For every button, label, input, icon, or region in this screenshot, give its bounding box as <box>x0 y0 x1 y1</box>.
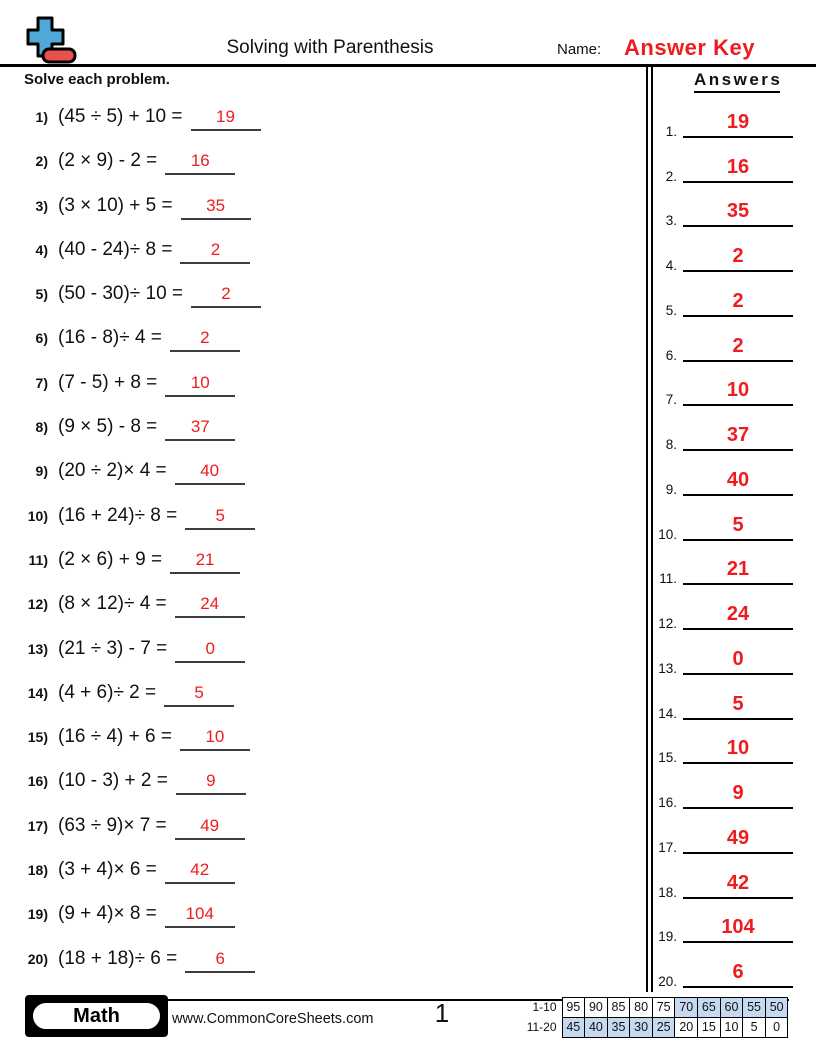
problem-expression: (40 - 24)÷ 8 = <box>58 238 173 260</box>
problem-expression: (3 × 10) + 5 = <box>58 194 173 216</box>
problem-expression: (9 × 5) - 8 = <box>58 416 158 438</box>
problem-row <box>25 583 620 627</box>
plus-minus-logo-icon <box>26 16 78 66</box>
score-cell: 65 <box>698 998 721 1018</box>
answer-value: 2 <box>683 245 793 272</box>
answer-row <box>655 368 810 413</box>
problem-number: 19) <box>27 906 48 923</box>
website-text: www.CommonCoreSheets.com <box>172 1011 374 1027</box>
problem-row <box>25 273 620 317</box>
problem-row <box>25 938 620 982</box>
answer-number: 20. <box>658 974 677 989</box>
score-range-label: 11-20 <box>526 1020 557 1035</box>
problem-number: 16) <box>27 773 48 790</box>
answer-value: 2 <box>683 335 793 362</box>
problem-number: 4) <box>35 241 48 258</box>
answer-number: 8. <box>665 437 677 452</box>
answer-row <box>655 636 810 681</box>
answer-row <box>655 278 810 323</box>
score-cell: 80 <box>630 998 653 1018</box>
answer-value: 10 <box>683 379 793 406</box>
problem-expression: (21 ÷ 3) - 7 = <box>58 637 168 659</box>
problem-row <box>25 628 620 672</box>
page-number: 1 <box>434 998 450 1028</box>
problem-answer: 9 <box>176 771 246 795</box>
score-cell: 30 <box>630 1017 653 1037</box>
score-cell: 90 <box>585 998 608 1018</box>
score-cell: 15 <box>698 1017 721 1037</box>
answer-row <box>655 681 810 726</box>
problem-row <box>25 805 620 849</box>
answer-value: 49 <box>683 827 793 854</box>
answer-value: 16 <box>683 156 793 183</box>
answer-number: 6. <box>665 347 677 363</box>
answer-number: 13. <box>658 660 677 676</box>
answer-row <box>655 770 810 815</box>
answer-value: 19 <box>683 111 793 138</box>
problem-expression: (7 - 5) + 8 = <box>58 371 158 393</box>
score-cell: 95 <box>562 998 585 1018</box>
answers-panel <box>655 70 810 994</box>
problem-answer: 21 <box>170 550 240 574</box>
answer-number: 7. <box>665 392 677 408</box>
answer-number: 15. <box>658 750 677 766</box>
problem-answer: 35 <box>181 196 251 220</box>
answer-row <box>655 815 810 860</box>
name-label: Name: <box>557 41 602 58</box>
problem-answer: 19 <box>191 107 261 131</box>
problem-number: 18) <box>27 862 48 879</box>
problem-number: 13) <box>27 640 48 657</box>
problem-answer: 104 <box>165 904 235 928</box>
problem-number: 10) <box>27 507 48 524</box>
problem-answer: 40 <box>175 461 245 485</box>
instructions-text: Solve each problem. <box>24 71 170 88</box>
problem-answer: 0 <box>175 639 245 663</box>
answer-value: 104 <box>683 916 793 943</box>
answer-row <box>655 949 810 994</box>
problem-answer: 5 <box>185 506 255 530</box>
problem-number: 14) <box>27 684 48 701</box>
answer-value: 10 <box>683 737 793 764</box>
answer-number: 10. <box>658 526 677 542</box>
answer-row <box>655 233 810 278</box>
answer-row <box>655 412 810 457</box>
problem-row <box>25 672 620 716</box>
problem-row <box>25 406 620 450</box>
answer-row <box>655 726 810 771</box>
problem-number: 11) <box>28 551 48 568</box>
answer-number: 2. <box>665 168 677 184</box>
subject-pill <box>30 1000 163 1032</box>
answer-row <box>655 547 810 592</box>
problem-row <box>25 495 620 539</box>
score-cell: 25 <box>652 1017 675 1037</box>
problem-number: 2) <box>35 153 48 170</box>
score-cell: 20 <box>675 1017 698 1037</box>
problem-answer: 10 <box>165 373 235 397</box>
problem-answer: 5 <box>164 683 234 707</box>
problem-expression: (20 ÷ 2)× 4 = <box>58 460 167 482</box>
answer-value: 6 <box>683 961 793 988</box>
problem-row <box>25 140 620 184</box>
answer-number: 17. <box>658 839 677 855</box>
problem-answer: 2 <box>180 240 250 264</box>
answer-value: 40 <box>683 469 793 496</box>
problem-number: 9) <box>35 463 48 480</box>
answer-value: 37 <box>683 424 793 451</box>
answer-row <box>655 144 810 189</box>
problem-number: 1) <box>35 109 48 125</box>
problem-row <box>25 716 620 760</box>
answer-row <box>655 189 810 234</box>
answer-number: 16. <box>658 795 677 810</box>
problem-expression: (16 + 24)÷ 8 = <box>58 504 178 526</box>
problem-number: 3) <box>35 197 48 214</box>
problem-expression: (63 ÷ 9)× 7 = <box>58 814 167 836</box>
answer-number: 18. <box>658 884 677 900</box>
score-cell: 5 <box>743 1017 766 1037</box>
problem-expression: (8 × 12)÷ 4 = <box>58 593 167 615</box>
problem-expression: (50 - 30)÷ 10 = <box>58 283 184 305</box>
answer-value: 0 <box>683 648 793 675</box>
answer-value: 42 <box>683 872 793 899</box>
answer-number: 1. <box>665 123 677 139</box>
problem-answer: 49 <box>175 816 245 840</box>
problem-expression: (45 ÷ 5) + 10 = <box>58 106 183 127</box>
answer-value: 24 <box>683 603 793 630</box>
problem-answer: 16 <box>165 151 235 175</box>
problem-expression: (2 × 6) + 9 = <box>58 548 163 570</box>
score-cell: 50 <box>765 998 788 1018</box>
problem-number: 15) <box>27 729 48 746</box>
score-cell: 60 <box>720 998 743 1018</box>
score-range-label: 1-10 <box>532 1000 557 1015</box>
problem-expression: (16 ÷ 4) + 6 = <box>58 726 172 748</box>
problem-expression: (3 + 4)× 6 = <box>58 859 157 881</box>
problem-expression: (9 + 4)× 8 = <box>58 903 157 925</box>
answer-number: 4. <box>665 258 677 273</box>
score-cell: 0 <box>765 1017 788 1037</box>
answer-value: 9 <box>683 782 793 809</box>
score-cell: 75 <box>652 998 675 1018</box>
score-row <box>505 998 788 1018</box>
answer-row <box>655 860 810 905</box>
answers-separator-line <box>646 67 653 992</box>
problem-number: 6) <box>35 330 48 347</box>
answer-value: 35 <box>683 200 793 227</box>
problem-answer: 6 <box>185 949 255 973</box>
problem-expression: (18 + 18)÷ 6 = <box>58 947 178 969</box>
answer-row <box>655 591 810 636</box>
problem-answer: 2 <box>191 284 261 308</box>
answer-number: 9. <box>665 481 677 497</box>
answer-number: 5. <box>665 302 677 318</box>
answer-value: 5 <box>683 693 793 720</box>
answer-row <box>655 502 810 547</box>
answer-key-text: Answer Key <box>624 35 755 60</box>
subject-badge <box>25 995 168 1037</box>
answer-row <box>655 905 810 950</box>
minus-icon <box>43 49 75 62</box>
problem-row <box>25 760 620 804</box>
score-cell: 85 <box>607 998 630 1018</box>
answer-value: 21 <box>683 558 793 585</box>
problem-expression: (10 - 3) + 2 = <box>58 770 168 792</box>
answers-title: Answers <box>694 70 780 93</box>
score-row <box>505 1017 788 1037</box>
score-cell: 45 <box>562 1017 585 1037</box>
answer-number: 12. <box>658 616 677 631</box>
problem-number: 20) <box>27 950 48 967</box>
score-cell: 35 <box>607 1017 630 1037</box>
answer-number: 3. <box>665 213 677 229</box>
problem-row <box>25 317 620 361</box>
answer-row <box>655 323 810 368</box>
problem-row <box>25 229 620 273</box>
score-table-body <box>505 998 788 1038</box>
problem-answer: 37 <box>165 417 235 441</box>
problem-answer: 2 <box>170 328 240 352</box>
problem-expression: (16 - 8)÷ 4 = <box>58 327 162 349</box>
score-cell: 40 <box>585 1017 608 1037</box>
score-table <box>505 997 788 1038</box>
problem-number: 8) <box>35 419 48 436</box>
answer-number: 14. <box>658 705 677 721</box>
problem-answer: 42 <box>165 860 235 884</box>
worksheet-title: Solving with Parenthesis <box>226 37 434 58</box>
problem-number: 7) <box>35 374 48 391</box>
problem-row <box>25 362 620 406</box>
answer-row <box>655 99 810 144</box>
problem-row <box>25 96 620 140</box>
answer-value: 2 <box>683 290 793 317</box>
header <box>0 0 816 67</box>
problem-expression: (4 + 6)÷ 2 = <box>58 681 157 703</box>
score-cell: 70 <box>675 998 698 1018</box>
score-cell: 55 <box>743 998 766 1018</box>
answers-rows <box>655 99 810 994</box>
problem-answer: 10 <box>180 727 250 751</box>
problem-row <box>25 450 620 494</box>
answer-value: 5 <box>683 514 793 541</box>
score-cell: 10 <box>720 1017 743 1037</box>
problem-row <box>25 185 620 229</box>
problem-number: 5) <box>35 286 48 303</box>
subject-label: Math <box>73 1004 120 1027</box>
problem-number: 17) <box>27 817 48 834</box>
problem-number: 12) <box>27 596 48 613</box>
answer-number: 11. <box>659 571 677 587</box>
problem-row <box>25 893 620 937</box>
problem-row <box>25 849 620 893</box>
answer-number: 19. <box>658 929 677 945</box>
problem-row <box>25 539 620 583</box>
problem-answer: 24 <box>175 594 245 618</box>
problems-list <box>25 96 620 982</box>
problem-expression: (2 × 9) - 2 = <box>58 150 158 172</box>
answer-row <box>655 457 810 502</box>
